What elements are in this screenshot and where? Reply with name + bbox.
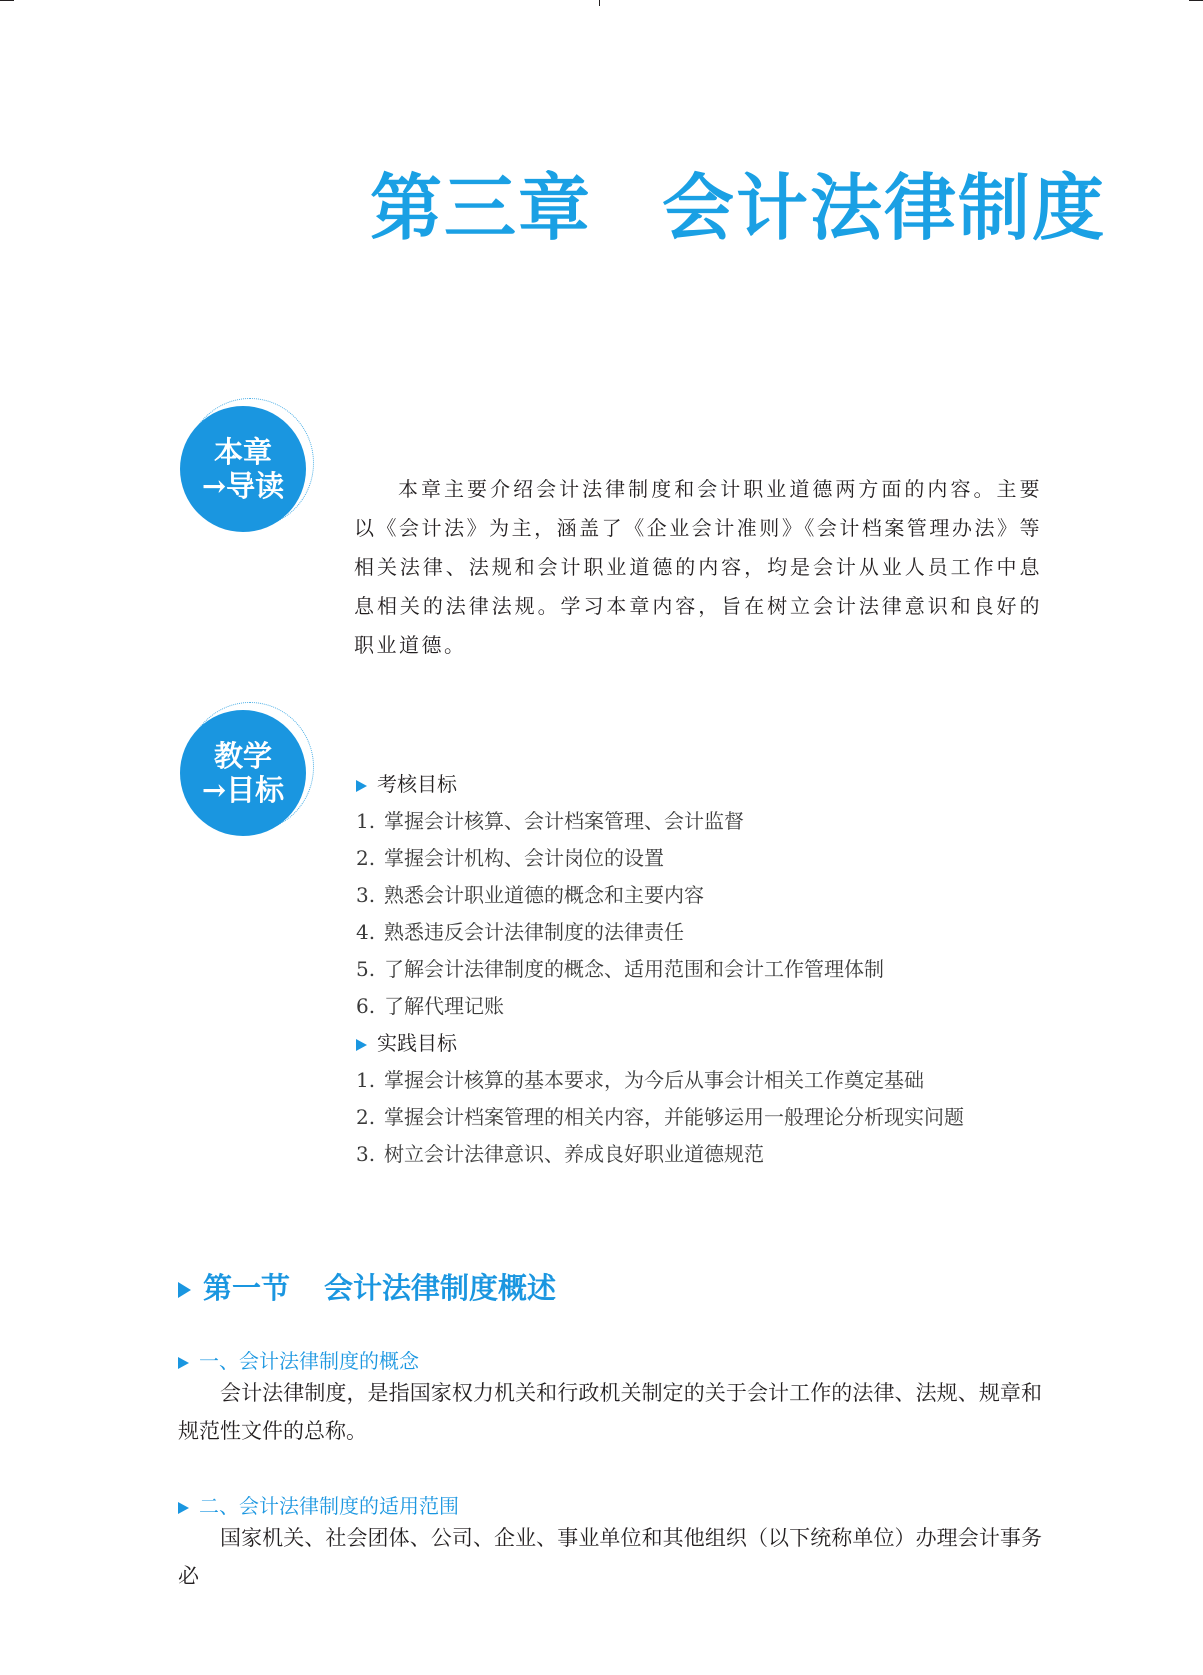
subsection-label: 一、会计法律制度的概念 xyxy=(199,1349,419,1373)
badge-line-2: →导读 xyxy=(201,469,285,503)
goal-text: 树立会计法律意识、养成良好职业道德规范 xyxy=(384,1142,764,1166)
goal-text: 掌握会计档案管理的相关内容，并能够运用一般理论分析现实问题 xyxy=(384,1105,964,1129)
goal-number: 3. xyxy=(356,883,376,907)
triangle-bullet-icon xyxy=(356,780,367,792)
section-name: 会计法律制度概述 xyxy=(324,1271,557,1305)
crop-mark-top xyxy=(599,0,600,6)
goal-number: 1. xyxy=(356,809,376,833)
chapter-name: 会计法律制度 xyxy=(662,166,1107,250)
subsection-title xyxy=(178,1490,459,1519)
practice-goals-heading xyxy=(356,1025,1056,1062)
teaching-goals xyxy=(356,766,1056,1173)
goal-item xyxy=(356,877,1056,914)
goal-item xyxy=(356,951,1056,988)
crop-mark-left xyxy=(0,0,14,1)
assessment-goals-heading xyxy=(356,766,1056,803)
section-number: 第一节 xyxy=(203,1271,291,1305)
goal-item xyxy=(356,1062,1056,1099)
goal-item xyxy=(356,840,1056,877)
goal-text: 掌握会计核算的基本要求，为今后从事会计相关工作奠定基础 xyxy=(384,1068,924,1092)
goal-text: 熟悉违反会计法律制度的法律责任 xyxy=(384,920,684,944)
badge-disc xyxy=(180,406,306,532)
section-title xyxy=(178,1266,556,1307)
triangle-bullet-icon xyxy=(178,1502,189,1514)
heading-label: 考核目标 xyxy=(377,772,457,796)
triangle-bullet-icon xyxy=(178,1357,189,1369)
badge-line-1: 教学 xyxy=(213,739,272,773)
subsection-body xyxy=(178,1519,1042,1595)
badge-disc xyxy=(180,710,306,836)
intro-paragraph: 本章主要介绍会计法律制度和会计职业道德两方面的内容。主要以《会计法》为主，涵盖了《企业会计准则》《会计档案管理办法》等相关法律、法规和会计职业道德的内容，均是会计从业人员工作中息息相关的法律法规。学习本章内容，旨在树立会计法律意识和良好的职业道德。 xyxy=(354,477,1042,657)
goal-number: 1. xyxy=(356,1068,376,1092)
badge-line-2: →目标 xyxy=(201,773,285,807)
body-paragraph: 国家机关、社会团体、公司、企业、事业单位和其他组织（以下统称单位）办理会计事务必 xyxy=(178,1526,1042,1588)
goal-item xyxy=(356,803,1056,840)
chapter-number: 第三章 xyxy=(370,166,593,250)
goal-number: 4. xyxy=(356,920,376,944)
goal-text: 掌握会计机构、会计岗位的设置 xyxy=(384,846,664,870)
goal-number: 5. xyxy=(356,957,376,981)
goals-badge xyxy=(180,702,320,842)
goal-item xyxy=(356,1099,1056,1136)
triangle-bullet-icon xyxy=(178,1282,191,1298)
subsection-title xyxy=(178,1345,419,1374)
badge-line-1: 本章 xyxy=(213,435,272,469)
body-paragraph: 会计法律制度，是指国家权力机关和行政机关制定的关于会计工作的法律、法规、规章和规范性文件的总称。 xyxy=(178,1381,1042,1443)
subsection-body xyxy=(178,1374,1042,1450)
goal-text: 了解会计法律制度的概念、适用范围和会计工作管理体制 xyxy=(384,957,884,981)
goal-number: 3. xyxy=(356,1142,376,1166)
crop-mark-right xyxy=(1189,0,1203,1)
chapter-title xyxy=(370,166,1107,250)
goal-item xyxy=(356,914,1056,951)
goal-item xyxy=(356,988,1056,1025)
heading-label: 实践目标 xyxy=(377,1031,457,1055)
goal-number: 2. xyxy=(356,846,376,870)
goal-number: 6. xyxy=(356,994,376,1018)
goal-text: 了解代理记账 xyxy=(384,994,504,1018)
chapter-intro xyxy=(354,470,1042,665)
intro-badge xyxy=(180,398,320,538)
subsection-label: 二、会计法律制度的适用范围 xyxy=(199,1494,459,1518)
goal-item xyxy=(356,1136,1056,1173)
goal-text: 熟悉会计职业道德的概念和主要内容 xyxy=(384,883,704,907)
goal-number: 2. xyxy=(356,1105,376,1129)
goal-text: 掌握会计核算、会计档案管理、会计监督 xyxy=(384,809,744,833)
triangle-bullet-icon xyxy=(356,1039,367,1051)
